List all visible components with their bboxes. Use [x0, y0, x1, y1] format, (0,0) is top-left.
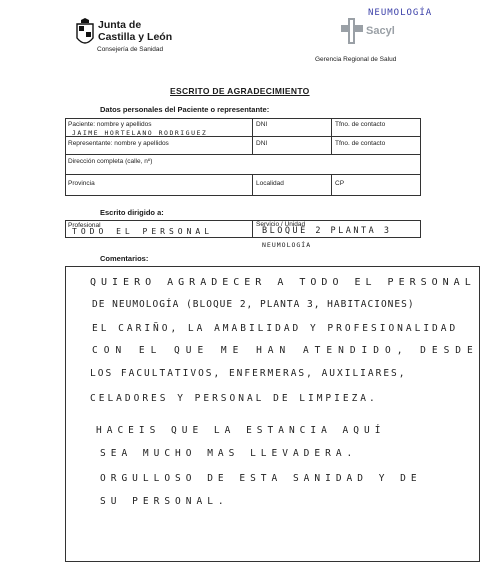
- dni-label: DNI: [256, 121, 268, 128]
- junta-sub: Consejería de Sanidad: [97, 46, 164, 53]
- junta-name: [98, 19, 172, 43]
- tfno2-label: Tfno. de contacto: [335, 140, 386, 147]
- provincia-label: Provincia: [68, 180, 95, 187]
- comment-line: DE NEUMOLOGÍA (BLOQUE 2, PLANTA 3, HABITACIONES): [92, 299, 415, 310]
- servicio-value[interactable]: BLOQUE 2 PLANTA 3: [262, 226, 392, 236]
- comment-line: SU PERSONAL.: [100, 496, 229, 507]
- handwritten-corner: NEUMOLOGÍA: [368, 8, 433, 18]
- profesional-label: Profesional: [68, 222, 101, 229]
- localidad-label: Localidad: [256, 180, 284, 187]
- cp-label: CP: [335, 180, 345, 187]
- doc-title: ESCRITO DE AGRADECIMIENTO: [170, 86, 310, 96]
- tfno-label: Tfno. de contacto: [335, 121, 386, 128]
- servicio-value2: NEUMOLOGÍA: [262, 241, 312, 249]
- comment-line: EL CARIÑO, LA AMABILIDAD Y PROFESIONALIDAD: [92, 323, 459, 334]
- comment-line: HACEIS QUE LA ESTANCIA AQUÍ: [96, 425, 386, 436]
- sacyl-cross-icon: [341, 18, 363, 44]
- sacyl-sub: Gerencia Regional de Salud: [315, 56, 397, 63]
- section1-heading: Datos personales del Paciente o representante:: [100, 105, 270, 114]
- sacyl-name: Sacyl: [366, 25, 395, 37]
- coat-of-arms-icon: [75, 18, 95, 48]
- comment-line: CELADORES Y PERSONAL DE LIMPIEZA.: [90, 393, 378, 404]
- junta-logo: [75, 18, 95, 48]
- comments-heading: Comentarios:: [100, 254, 149, 263]
- comment-line: CON EL QUE ME HAN ATENDIDO, DESDE: [92, 345, 479, 356]
- profesional-value[interactable]: TODO EL PERSONAL: [72, 227, 214, 236]
- comment-line: LOS FACULTATIVOS, ENFERMERAS, AUXILIARES,: [90, 368, 407, 379]
- comment-line: ORGULLOSO DE ESTA SANIDAD Y DE: [100, 473, 422, 484]
- direccion-label: Dirección completa (calle, nº): [68, 158, 153, 165]
- section2-heading: Escrito dirigido a:: [100, 208, 164, 217]
- representante-label: Representante: nombre y apellidos: [68, 140, 169, 147]
- dni2-label: DNI: [256, 140, 268, 147]
- sacyl-logo: [341, 18, 363, 44]
- junta-line1: Junta de: [98, 19, 142, 31]
- paciente-label: Paciente: nombre y apellidos: [68, 121, 152, 128]
- servicio-label: Servicio / Unidad: [256, 221, 306, 228]
- junta-line2: Castilla y León: [98, 31, 173, 43]
- comment-line: SEA MUCHO MAS LLEVADERA.: [100, 448, 358, 459]
- comments-box[interactable]: [65, 266, 480, 562]
- paciente-value[interactable]: JAIME HORTELANO RODRIGUEZ: [72, 129, 208, 137]
- comment-line: QUIERO AGRADECER A TODO EL PERSONAL: [90, 277, 476, 288]
